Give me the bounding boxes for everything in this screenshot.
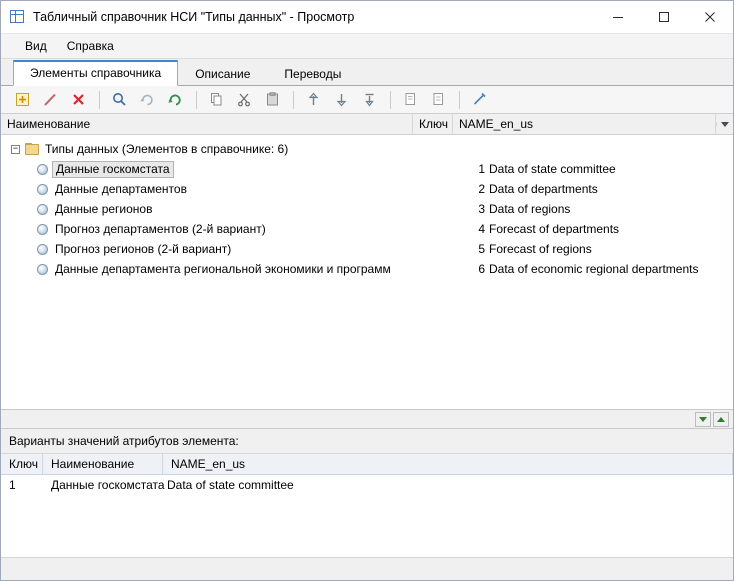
edit-icon[interactable]: [37, 88, 63, 112]
move-top-icon[interactable]: [356, 88, 382, 112]
refresh-tree-icon[interactable]: [134, 88, 160, 112]
toolbar-separator: [459, 91, 460, 109]
window-title: Табличный справочник НСИ "Типы данных" - Просмотр: [33, 10, 355, 24]
elements-tree[interactable]: [1, 135, 733, 409]
tree-root-name-cell: [1, 142, 423, 156]
element-bullet-icon: [37, 264, 48, 275]
refresh-icon[interactable]: [162, 88, 188, 112]
attr-row-name-en: Data of state committee: [167, 478, 294, 492]
table-row[interactable]: [1, 475, 733, 495]
tree-row-name-en: Forecast of regions: [489, 242, 592, 256]
tree-row-key: 4: [478, 222, 485, 236]
table-icon: [10, 9, 26, 25]
attribute-variants-panel: [1, 429, 733, 557]
attribute-grid-headers: [1, 454, 733, 475]
tree-row-name-cell: [1, 242, 449, 256]
tree-row-key: 3: [478, 202, 485, 216]
tree-row-name-en: Data of state committee: [489, 162, 616, 176]
collapse-up-button[interactable]: [713, 412, 729, 427]
tree-row-name-en: Forecast of departments: [489, 222, 620, 236]
element-bullet-icon: [37, 244, 48, 255]
add-icon[interactable]: [9, 88, 35, 112]
move-down-icon[interactable]: [328, 88, 354, 112]
toolbar-separator: [390, 91, 391, 109]
tree-row-name-en: Data of economic regional departments: [489, 262, 699, 276]
copy-icon[interactable]: [203, 88, 229, 112]
attr-column-header-name-en[interactable]: NAME_en_us: [163, 454, 733, 474]
element-bullet-icon: [37, 224, 48, 235]
tree-row-label: Прогноз регионов (2-й вариант): [55, 242, 232, 256]
element-bullet-icon: [37, 184, 48, 195]
collapse-icon[interactable]: −: [12, 143, 19, 154]
tree-row[interactable]: [1, 239, 733, 259]
tab-description[interactable]: Описание: [195, 67, 251, 81]
tree-row-name-en: Data of departments: [489, 182, 598, 196]
move-up-icon[interactable]: [300, 88, 326, 112]
toolbar: [1, 86, 733, 114]
toolbar-separator: [196, 91, 197, 109]
tree-row-label: Данные департаментов: [55, 182, 187, 196]
tree-row[interactable]: [1, 159, 733, 179]
element-bullet-icon: [37, 164, 48, 175]
tree-row[interactable]: [1, 199, 733, 219]
tree-row[interactable]: [1, 259, 733, 279]
tree-row-label: Прогноз департаментов (2-й вариант): [55, 222, 266, 236]
minimize-button[interactable]: [595, 1, 641, 32]
attr-column-header-key[interactable]: Ключ: [1, 454, 43, 474]
column-header-name-en[interactable]: NAME_en_us: [453, 114, 716, 134]
paste-icon[interactable]: [259, 88, 285, 112]
tree-root-label: Типы данных (Элементов в справочнике: 6): [45, 142, 289, 156]
collapse-down-button[interactable]: [695, 412, 711, 427]
toolbar-separator: [293, 91, 294, 109]
attr-row-name: Данные госкомстата: [51, 478, 165, 492]
tab-strip: [1, 59, 733, 86]
delete-icon[interactable]: [65, 88, 91, 112]
panel-splitter[interactable]: [1, 409, 733, 429]
elements-panel: [1, 114, 733, 409]
tree-row-name-cell: [1, 262, 449, 276]
export-icon[interactable]: [397, 88, 423, 112]
attr-row-key: 1: [9, 478, 16, 492]
column-header-key[interactable]: Ключ: [413, 114, 453, 134]
tree-row-name-en: Data of regions: [489, 202, 571, 216]
tab-elements[interactable]: Элементы справочника: [13, 60, 178, 86]
list-column-headers: [1, 114, 733, 135]
menu-bar: [1, 34, 733, 59]
element-bullet-icon: [37, 204, 48, 215]
maximize-button[interactable]: [641, 1, 687, 32]
tree-row-label: Данные госкомстата: [52, 161, 174, 178]
menu-item-help[interactable]: Справка: [66, 39, 114, 53]
tree-row-key: 1: [478, 162, 485, 176]
folder-icon: [25, 143, 40, 156]
tree-row-name-cell: [1, 222, 449, 236]
toolbar-separator: [99, 91, 100, 109]
tree-row-key: 2: [478, 182, 485, 196]
search-icon[interactable]: [106, 88, 132, 112]
title-bar: [1, 1, 733, 34]
tree-row[interactable]: [1, 219, 733, 239]
status-bar: [1, 557, 733, 580]
close-button[interactable]: [687, 1, 733, 32]
tree-row-key: 6: [478, 262, 485, 276]
window-controls: [595, 1, 733, 33]
tree-row-name-cell: [1, 182, 449, 196]
attribute-variants-label: Варианты значений атрибутов элемента:: [1, 429, 733, 454]
tree-row-label: Данные департамента региональной экономики и программ: [55, 262, 391, 276]
link-icon[interactable]: [466, 88, 492, 112]
properties-icon[interactable]: [425, 88, 451, 112]
tree-row-key: 5: [478, 242, 485, 256]
column-chooser-icon[interactable]: [716, 122, 733, 127]
tree-row-name-cell: [1, 161, 449, 178]
column-header-name[interactable]: Наименование: [1, 114, 413, 134]
tree-row-name-cell: [1, 202, 449, 216]
tree-row-label: Данные регионов: [55, 202, 153, 216]
tree-root-row[interactable]: [1, 139, 733, 159]
tree-row[interactable]: [1, 179, 733, 199]
attr-column-header-name[interactable]: Наименование: [43, 454, 163, 474]
tab-translations[interactable]: Переводы: [284, 67, 342, 81]
cut-icon[interactable]: [231, 88, 257, 112]
menu-item-view[interactable]: Вид: [25, 39, 47, 53]
